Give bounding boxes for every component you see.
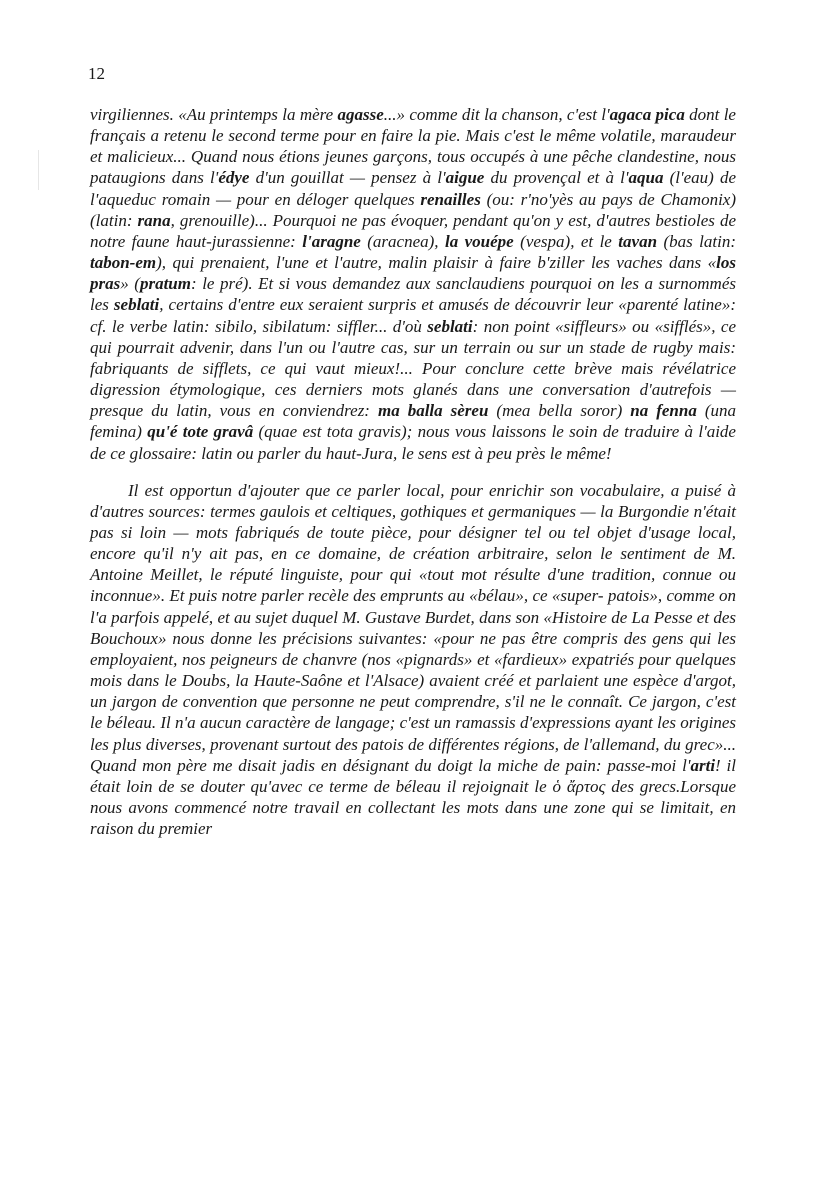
text-run: ), qui prenaient, l'une et l'autre, malin plaisir à faire b'ziller les vaches dans «	[156, 253, 717, 273]
emphasized-term: tavan	[618, 231, 658, 251]
body-text	[90, 104, 736, 839]
emphasized-term: édye	[218, 168, 250, 188]
text-run: virgiliennes. «Au printemps la mère	[90, 105, 338, 124]
emphasized-term: agasse	[337, 105, 384, 124]
text-run: (aracnea),	[360, 231, 445, 251]
text-run: ! il était loin de se douter qu'avec ce terme de béleau il rejoignait le ὁ ἄρτος des grecs.Lorsque nous avons commencé notre travail en collectant les mots dans une zone qui se limitait, en raison du premier	[90, 755, 736, 839]
text-run: : le pré). Et si vous demandez aux sanclaudiens pourquoi on les a surnommés les	[90, 274, 736, 315]
emphasized-term: aqua	[628, 168, 664, 188]
emphasized-term: agaca pica	[609, 105, 685, 124]
emphasized-term: ma balla sèreu	[377, 401, 489, 421]
text-run: (quae est tota gravis); nous vous laissons le soin de traduire à l'aide de ce glossaire: latin ou parler du haut-Jura, le sens est à peu près le même!	[90, 422, 736, 463]
emphasized-term: seblati	[427, 316, 473, 336]
paragraph	[90, 480, 736, 840]
page-number: 12	[88, 64, 105, 83]
text-run: » (	[120, 274, 140, 294]
emphasized-term: aigue	[445, 168, 485, 188]
text-run: , grenouille)... Pourquoi ne pas évoquer, pendant qu'on y est, d'autres bestioles de notre faune haut-jurassienne:	[90, 210, 737, 251]
text-run: (ou: r'no'yès au pays de Chamonix) (latin:	[90, 189, 737, 230]
emphasized-term: arti	[690, 755, 716, 775]
text-run: (vespa), et le	[513, 231, 619, 251]
emphasized-term: l'aragne	[302, 231, 361, 251]
emphasized-term: tabon-em	[90, 253, 157, 273]
emphasized-term: los pras	[90, 253, 736, 294]
text-run: (l'eau) de l'aqueduc romain — pour en déloger quelques	[90, 168, 736, 209]
text-run: ...» comme dit la chanson, c'est l'	[383, 105, 610, 124]
text-run: (bas latin:	[657, 231, 737, 251]
text-run: dont le français a retenu le second terme pour en faire la pie. Mais c'est le même volatile, maraudeur et malicieux... Quand nous étions jeunes garçons, tous occupés à une pêche clandestine, nous pataugions dans l'	[90, 105, 736, 188]
emphasized-term: seblati	[113, 295, 160, 315]
paragraph	[90, 104, 736, 464]
text-run: Il est opportun d'ajouter que ce parler local, pour enrichir son vocabulaire, a puisé à d'autres sources: termes gaulois et celtiques, gothiques et germaniques — la Burgondie n'était pas si loin — mots fabriqués de toute pièce, pour désigner tel ou tel objet d'usage local, encore qu'il n'y ait pas, en ce domaine, de création arbitraire, selon le sentiment de M. Antoine Meillet, le réputé linguiste, pour qui «tout mot résulte d'une tradition, connue ou inconnue». Et puis notre parler recèle des emprunts au «bélau», ce «super- patois», comme on l'a parfois appelé, et au sujet duquel M. Gustave Burdet, dans son «Histoire de La Pesse et des Bouchoux» nous donne les précisions suivantes: «pour ne pas être compris des gens qui les employaient, nos peigneurs de chanvre (nos «pignards» et «fardieux» expatriés pour quelques mois dans le Doubs, la Haute-Saône et l'Alsace) avaient créé et parlaient une espèce d'argot, un jargon de convention que personne ne peut comprendre, s'il ne le connaît. Ce jargon, c'est le béleau. Il n'a aucun caractère de langage; c'est un ramassis d'expressions ayant les origines les plus diverses, provenant surtout des patois de différentes régions, de l'allemand, du grec»... Quand mon père me disait jadis en désignant du doigt la miche de pain: passe-moi l'	[90, 480, 736, 775]
scan-gutter-mark	[38, 150, 39, 190]
text-run: du provençal et à l'	[484, 168, 629, 188]
text-run: (mea bella soror)	[488, 401, 631, 421]
emphasized-term: la vouépe	[444, 231, 514, 251]
emphasized-term: pratum	[139, 274, 191, 294]
text-run: (una femina)	[90, 401, 737, 442]
emphasized-term: renailles	[420, 189, 481, 209]
text-run: : non point «siffleurs» ou «sifflés», ce qui pourrait advenir, dans l'un ou l'autre cas, sur un terrain ou sur un stade de rugby mais: fabriquants de sifflets, ce qui vaut mieux!... Pour conclure cette brève mais révélatrice digression étymologique, ces derniers mots glanés dans une conversation d'autrefois — presque du latin, vous en conviendrez:	[90, 316, 736, 421]
text-run: , certains d'entre eux seraient surpris et amusés de découvrir leur «parenté latine»: cf. le verbe latin: sibilo, sibilatum: siffler... d'où	[90, 295, 736, 336]
emphasized-term: na fenna	[630, 401, 697, 421]
text-run: d'un gouillat — pensez à l'	[249, 168, 446, 188]
emphasized-term: rana	[137, 210, 171, 230]
emphasized-term: qu'é tote gravâ	[147, 422, 254, 442]
